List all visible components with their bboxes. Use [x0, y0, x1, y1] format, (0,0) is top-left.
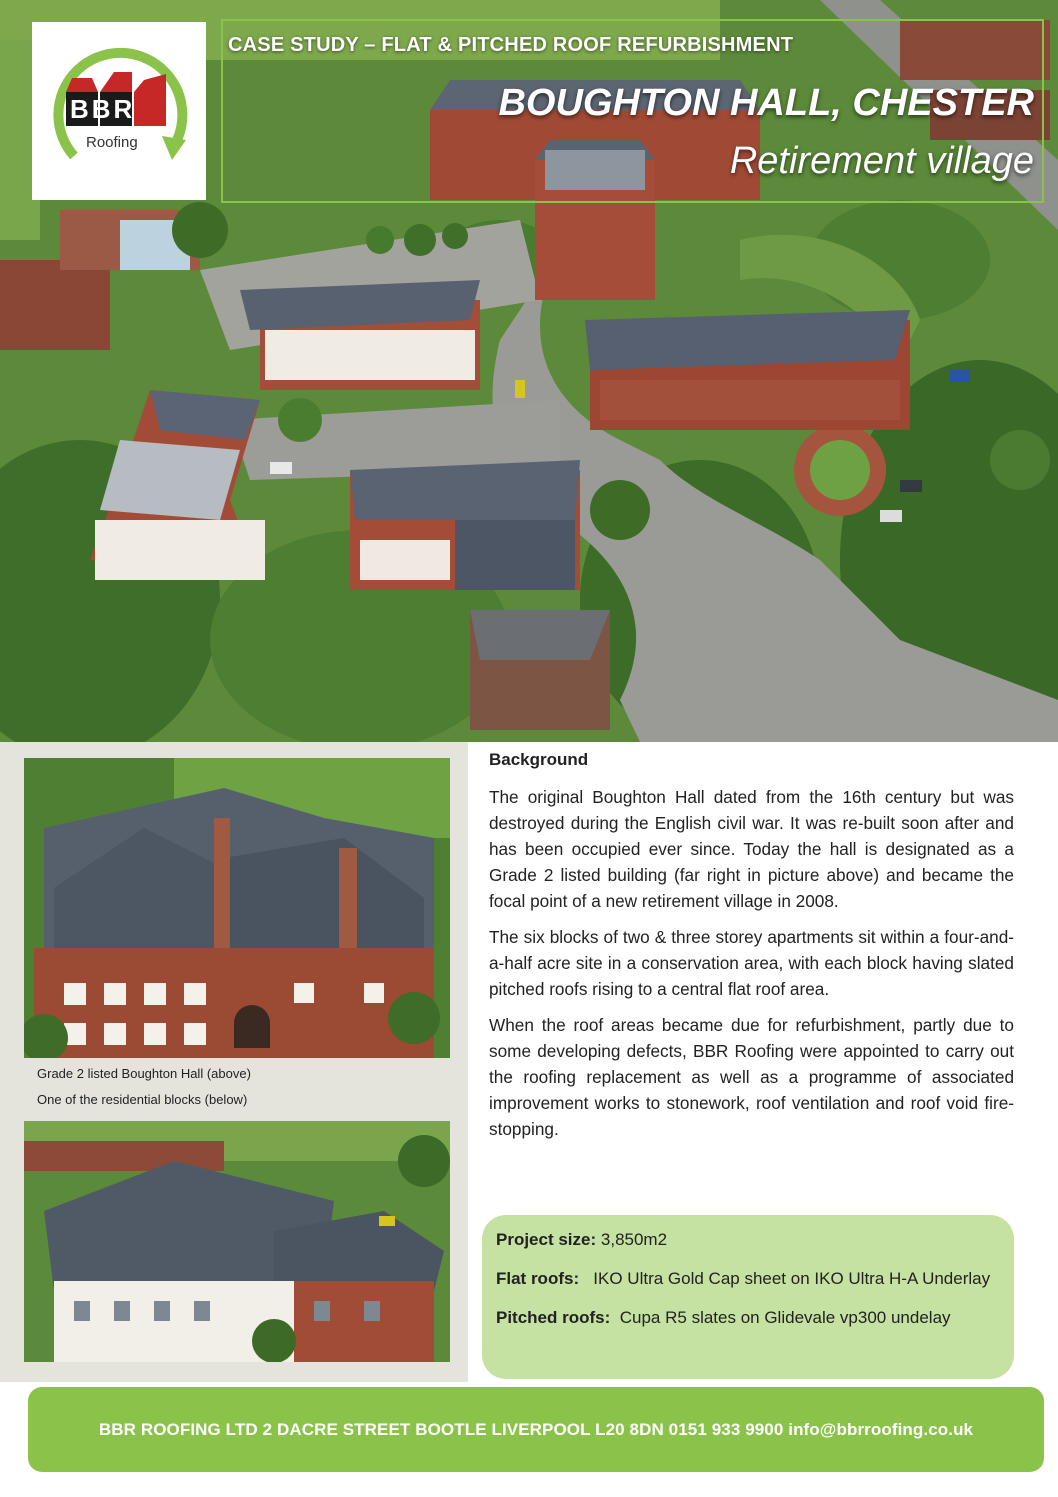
contact-footer: [28, 1387, 1044, 1472]
project-size-label: Project size:: [496, 1230, 597, 1249]
project-size-line: [496, 1227, 1000, 1253]
background-paragraph: The six blocks of two & three storey apartments sit within a four-and-a-half acre site in a conservation area, with each block having slated pitched roofs rising to a central flat roof area.: [489, 927, 1014, 999]
logo-name: Roofing: [86, 134, 138, 151]
case-study-heading: CASE STUDY – FLAT & PITCHED ROOF REFURBISHMENT: [228, 34, 794, 56]
block-photo-illustration: [24, 1121, 450, 1362]
flat-roofs-value: IKO Ultra Gold Cap sheet on IKO Ultra H-A Underlay: [593, 1269, 991, 1288]
project-size-value: 3,850m2: [600, 1230, 668, 1249]
page-title: BOUGHTON HALL, CHESTER: [498, 82, 1034, 124]
background-paragraph: When the roof areas became due for refurbishment, partly due to some developing defects, BBR Roofing were appointed to carry out the roofing replacement as well as a programme of associated improvement works to stonework, roof ventilation and roof void fire-stopping.: [489, 1015, 1014, 1139]
hall-photo-illustration: [24, 758, 450, 1058]
bbr-logo: [32, 22, 206, 200]
background-section: [489, 750, 1014, 1152]
caption-bottom: One of the residential blocks (below): [37, 1092, 248, 1107]
page-subtitle: Retirement village: [729, 140, 1034, 182]
background-heading: Background: [489, 750, 589, 769]
project-spec-box: [482, 1215, 1014, 1379]
boughton-hall-photo: [24, 758, 450, 1058]
flat-roofs-label: Flat roofs:: [496, 1269, 580, 1288]
pitched-roofs-value: Cupa R5 slates on Glidevale vp300 undelay: [619, 1308, 951, 1327]
logo-letters: BBR: [70, 94, 136, 124]
caption-top: Grade 2 listed Boughton Hall (above): [37, 1066, 251, 1081]
flat-roofs-line: [496, 1266, 1000, 1292]
background-paragraph: The original Boughton Hall dated from the 16th century but was destroyed during the English civil war. It was re-built soon after and has been occupied ever since. Today the hall is designated as a Grade 2 listed building (far right in picture above) and became the focal point of a new retirement village in 2008.: [489, 787, 1014, 911]
contact-details: BBR ROOFING LTD 2 DACRE STREET BOOTLE LIVERPOOL L20 8DN 0151 933 9900 info@bbrroofing.co.uk: [98, 1419, 974, 1439]
residential-block-photo: [24, 1121, 450, 1362]
pitched-roofs-line: [496, 1305, 1000, 1331]
pitched-roofs-label: Pitched roofs:: [496, 1308, 611, 1327]
